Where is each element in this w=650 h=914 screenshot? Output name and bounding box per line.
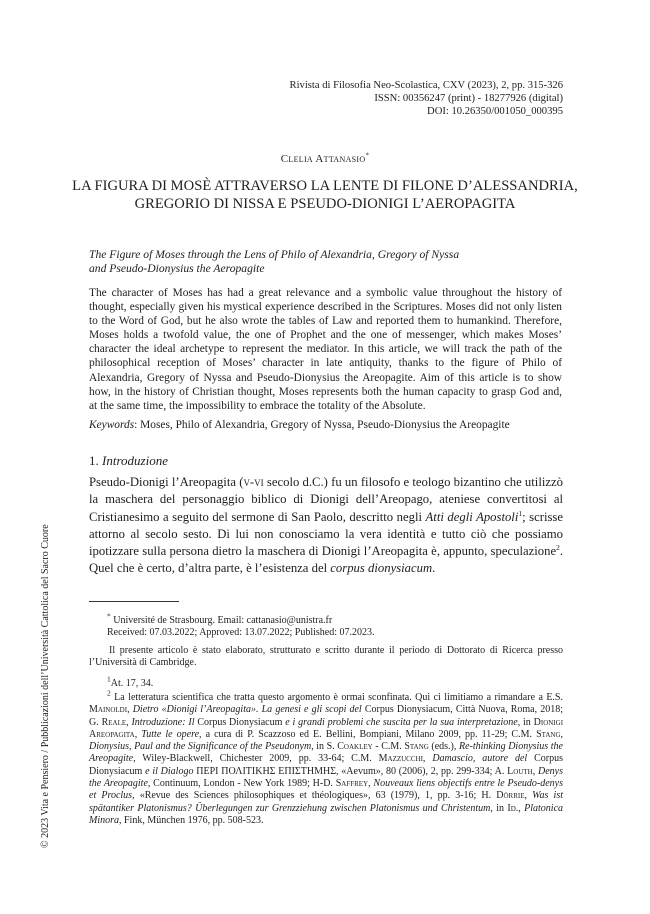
author-line <box>0 153 650 165</box>
footnote-star-mark: * <box>107 611 111 621</box>
footnote-1-mark: 1 <box>107 674 111 684</box>
fn-author: Reale <box>101 716 127 728</box>
body-text: Pseudo-Dionigi l’Areopagita ( <box>89 475 244 489</box>
fn-text: , <box>532 765 539 777</box>
title-line-2: GREGORIO DI NISSA E PSEUDO-DIONIGI L’AEROPAGITA <box>134 195 516 212</box>
fn-text: , in S. <box>311 741 338 753</box>
received-dates: Received: 07.03.2022; Approved: 13.07.2022; Published: 07.2023. <box>107 627 375 639</box>
doi: DOI: 10.26350/001050_000395 <box>427 106 563 118</box>
fn-text: (eds.), <box>428 741 459 753</box>
fn-author: Coakley <box>337 741 373 753</box>
fn-work-title: Dionysius, Paul and the Significance of the Pseudonym <box>89 741 312 753</box>
fn-text: , <box>126 716 132 728</box>
footnote-ref-1[interactable]: 1 <box>518 508 523 518</box>
body-paragraph <box>89 474 563 578</box>
fn-text: , in <box>490 802 508 814</box>
affiliation-text: Université de Strasbourg. Email: cattanasio@unistra.fr <box>110 615 333 626</box>
fn-text: - C.M. <box>372 741 405 753</box>
body-italic: corpus dionysiacum <box>330 561 433 576</box>
body-text: ; scrisse attorno al secolo sesto. Di lui non conosciamo la vera identità e tutto ciò che possiamo ipotizzare sulla persona dietro la maschera di Dionigi l’Areopagita è, appunto, speculazione <box>89 509 563 559</box>
title-line-1: LA FIGURA DI MOSÈ ATTRAVERSO LA LENTE DI FILONE D’ALESSANDRIA, <box>72 178 578 194</box>
english-title <box>89 248 569 276</box>
fn-text: , <box>127 704 133 716</box>
footnote-note: Il presente articolo è stato elaborato, strutturato e scritto durante il periodo di Dottorato di Ricerca presso l’Università di Cambridge. <box>89 645 563 669</box>
fn-text: ΠΕΡΙ ΠΟΛΙΤΙΚΗΣ ΕΠΙΣΤΗΜΗΣ, «Aevum», 80 (2006), 2, pp. 299-334; A. <box>193 765 508 777</box>
fn-work-title: Platonica Minora <box>89 802 564 826</box>
issn: ISSN: 00356247 (print) - 18277926 (digital) <box>374 93 563 105</box>
abstract: The character of Moses has had a great relevance and a symbolic value throughout the history of thought, especially given his mystical experience described in the Scriptures. Moses did not only listen to the Word of God, but he also wrote the tables of Law and reported them to humankind. Therefore, Moses holds a twofold value, the one of Prophet and the one of messenger, which makes Moses’ character the ideal archetype to represent the mediator. In this article, we will track the path of the philosophical reception of Moses’ character in late antiquity, thanks to the figure of Philo of Alexandria, Gregory of Nyssa and Pseudo-Dionysius the Areopagite. Aim of this article is to show how, in the history of Christian thought, Moses represents both the human capacity to grasp God and, at the same time, the impossibility to embrace the totality of the Absolute. <box>89 287 562 412</box>
fn-work-title: e i grandi problemi che suscita per la sua interpretazione <box>285 716 518 728</box>
fn-author: Mainoldi <box>89 704 128 716</box>
fn-text: , <box>368 778 374 790</box>
fn-text: , <box>134 728 142 740</box>
journal-citation: Rivista di Filosofia Neo-Scolastica, CXV (2023), 2, pp. 315-326 <box>289 80 563 91</box>
fn-text: , Continuum, London - New York 1989; H-D. <box>147 778 336 790</box>
fn-author: Dörrie <box>496 790 525 802</box>
keywords-label: Keywords <box>89 419 135 431</box>
fn-text: Corpus Dionysiacum <box>89 753 563 777</box>
footnote-ref-2[interactable]: 2 <box>556 542 560 552</box>
keywords <box>89 418 562 432</box>
keywords-list: : Moses, Philo of Alexandria, Gregory of Nyssa, Pseudo-Dionysius the Areopagite <box>134 419 510 431</box>
body-text: . Quel che è certo, d’altra parte, è l’esistenza del <box>89 544 563 576</box>
fn-work-title: Denys the Areopagite <box>89 765 564 790</box>
fn-work-title: Was ist spätantiker Platonismus? Überlegungen zur Grenzziehung zwischen Platonismus und Christentum <box>89 790 564 814</box>
section-name: Introduzione <box>102 453 168 468</box>
fn-text: ., <box>515 802 525 814</box>
fn-text: , Wiley-Blackwell, Chichester 2009, pp. 33-64; C.M. <box>133 753 379 765</box>
fn-author: Dionigi Areopagita <box>89 716 564 740</box>
english-title-line-2: and Pseudo-Dionysius the Aeropagite <box>89 262 265 276</box>
footnote-1 <box>89 674 563 690</box>
fn-author: Stang <box>404 741 429 753</box>
fn-work-title: Damascio, autore del <box>432 753 528 765</box>
body-century: v-vi <box>243 475 264 489</box>
fn-text: , Fink, München 1976, pp. 508-523. <box>119 814 264 826</box>
fn-author: Louth <box>507 765 533 777</box>
article-title <box>60 178 590 213</box>
copyright-sidebar: © 2023 Vita e Pensiero / Pubblicazioni dell’Università Cattolica del Sacro Cuore <box>40 524 51 848</box>
fn-work-title: Introduzione: Il <box>131 716 195 728</box>
fn-author: Mazzucchi <box>378 753 423 765</box>
fn-work-title: Nouveaux liens objectifs entre le Pseudo-denys et Proclus <box>89 778 564 802</box>
fn-work-title: Dietro «Dionigi l’Areopagita». La genesi e gli scopi del <box>132 704 362 716</box>
fn-work-title: Re-thinking Dionysius the Areopagite <box>89 741 563 765</box>
footnote-2 <box>89 688 564 827</box>
body-text: secolo d.C.) fu un filosofo e teologo bizantino che utilizzò la maschera del personaggio biblico di Dionigi dell’Areopago, ateniese convertitosi al Cristianesimo a seguito del sermone di San Paolo, descritto negli <box>89 475 563 524</box>
footnote-affiliation <box>89 611 563 640</box>
fn-author: Stang <box>536 728 561 740</box>
fn-work-title: e il Dialogo <box>145 765 194 777</box>
fn-text: , <box>524 790 533 802</box>
fn-text: , «Revue des Sciences philosophiques et théologiques», 63 (1979), 1, pp. 3-16; H. <box>132 790 497 802</box>
fn-author: Id <box>507 802 516 814</box>
fn-text: , <box>560 728 564 740</box>
english-title-line-1: The Figure of Moses through the Lens of Philo of Alexandria, Gregory of Nyssa <box>89 248 460 261</box>
author-footnote-mark: * <box>365 151 370 160</box>
section-number: 1. <box>89 453 102 468</box>
fn-text: Corpus Dionysiacum, Città Nuova, Roma, 2018; G. <box>89 704 563 728</box>
fn-author: Saffrey <box>335 778 369 790</box>
fn-work-title: Tutte le opere <box>141 728 200 740</box>
journal-header <box>290 79 563 119</box>
fn-text: , a cura di P. Scazzoso ed E. Bellini, Bompiani, Milano 2009, pp. 11-29; C.M. <box>199 728 537 740</box>
footnote-1-text: At. 17, 34. <box>110 678 154 689</box>
body-text: . <box>432 561 436 576</box>
section-heading <box>89 453 168 469</box>
footnote-2-mark: 2 <box>107 688 111 698</box>
footnote-divider <box>89 601 179 602</box>
body-italic: Atti degli Apostoli <box>425 509 519 524</box>
fn-text: La letteratura scientifica che tratta questo argomento è ormai sconfinata. Qui ci limitiamo a rimandare a E.S. <box>110 692 563 703</box>
author-name: Clelia Attanasio <box>280 153 366 165</box>
fn-text: , <box>422 753 433 765</box>
fn-text: Corpus Dionysiacum <box>194 716 286 728</box>
fn-text: , in <box>517 716 534 728</box>
